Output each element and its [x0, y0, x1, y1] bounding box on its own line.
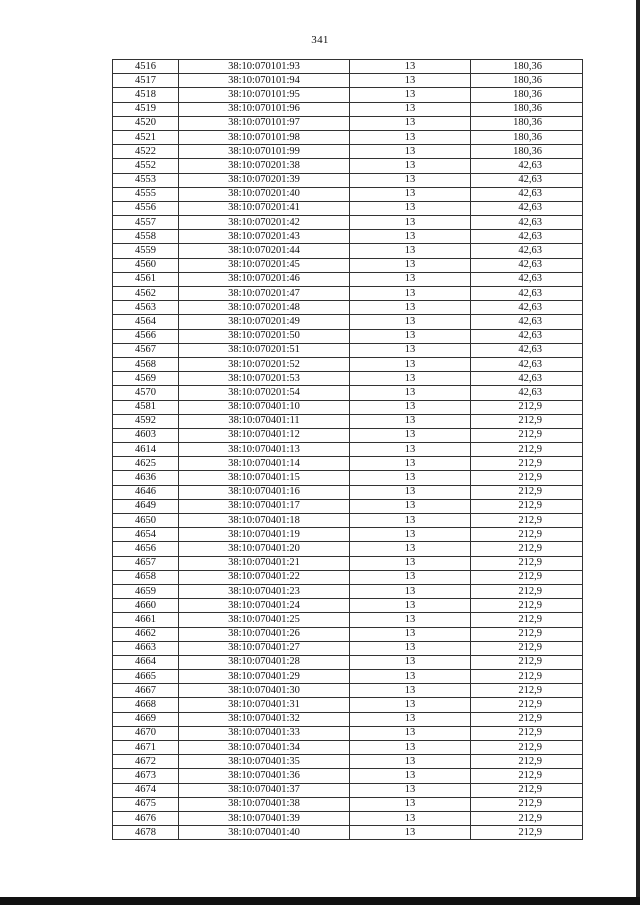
value-cell: 42,63 [471, 386, 583, 400]
table-row [113, 301, 583, 315]
code-cell: 13 [350, 811, 471, 825]
value-cell: 212,9 [471, 556, 583, 570]
code-cell: 13 [350, 613, 471, 627]
value-cell: 212,9 [471, 698, 583, 712]
table-row [113, 244, 583, 258]
value-cell: 212,9 [471, 400, 583, 414]
table-row [113, 414, 583, 428]
cadastral-number-cell: 38:10:070401:15 [179, 471, 350, 485]
value-cell: 212,9 [471, 514, 583, 528]
table-row [113, 102, 583, 116]
row-number-cell: 4665 [113, 670, 179, 684]
row-number-cell: 4658 [113, 570, 179, 584]
row-number-cell: 4614 [113, 443, 179, 457]
cadastral-number-cell: 38:10:070201:39 [179, 173, 350, 187]
cadastral-number-cell: 38:10:070101:96 [179, 102, 350, 116]
row-number-cell: 4519 [113, 102, 179, 116]
code-cell: 13 [350, 684, 471, 698]
value-cell: 42,63 [471, 343, 583, 357]
table-row [113, 726, 583, 740]
value-cell: 42,63 [471, 372, 583, 386]
value-cell: 42,63 [471, 258, 583, 272]
row-number-cell: 4581 [113, 400, 179, 414]
code-cell: 13 [350, 698, 471, 712]
value-cell: 212,9 [471, 769, 583, 783]
value-cell: 212,9 [471, 684, 583, 698]
scan-bottom-edge [0, 897, 640, 905]
row-number-cell: 4552 [113, 159, 179, 173]
value-cell: 42,63 [471, 216, 583, 230]
code-cell: 13 [350, 726, 471, 740]
code-cell: 13 [350, 670, 471, 684]
value-cell: 212,9 [471, 811, 583, 825]
row-number-cell: 4664 [113, 655, 179, 669]
table-row [113, 329, 583, 343]
table-row [113, 684, 583, 698]
code-cell: 13 [350, 216, 471, 230]
row-number-cell: 4558 [113, 230, 179, 244]
cadastral-number-cell: 38:10:070401:21 [179, 556, 350, 570]
cadastral-number-cell: 38:10:070401:25 [179, 613, 350, 627]
value-cell: 212,9 [471, 542, 583, 556]
row-number-cell: 4517 [113, 74, 179, 88]
value-cell: 212,9 [471, 457, 583, 471]
table-row [113, 528, 583, 542]
cadastral-number-cell: 38:10:070401:20 [179, 542, 350, 556]
row-number-cell: 4672 [113, 755, 179, 769]
row-number-cell: 4646 [113, 485, 179, 499]
code-cell: 13 [350, 627, 471, 641]
table-row [113, 599, 583, 613]
code-cell: 13 [350, 797, 471, 811]
code-cell: 13 [350, 230, 471, 244]
row-number-cell: 4657 [113, 556, 179, 570]
row-number-cell: 4668 [113, 698, 179, 712]
row-number-cell: 4656 [113, 542, 179, 556]
value-cell: 42,63 [471, 287, 583, 301]
code-cell: 13 [350, 400, 471, 414]
row-number-cell: 4674 [113, 783, 179, 797]
code-cell: 13 [350, 457, 471, 471]
row-number-cell: 4563 [113, 301, 179, 315]
table-row [113, 542, 583, 556]
cadastral-number-cell: 38:10:070101:95 [179, 88, 350, 102]
cadastral-number-cell: 38:10:070201:45 [179, 258, 350, 272]
cadastral-number-cell: 38:10:070401:40 [179, 826, 350, 840]
cadastral-number-cell: 38:10:070101:98 [179, 130, 350, 144]
row-number-cell: 4667 [113, 684, 179, 698]
code-cell: 13 [350, 74, 471, 88]
code-cell: 13 [350, 102, 471, 116]
row-number-cell: 4670 [113, 726, 179, 740]
value-cell: 42,63 [471, 301, 583, 315]
cadastral-number-cell: 38:10:070201:48 [179, 301, 350, 315]
cadastral-number-cell: 38:10:070401:16 [179, 485, 350, 499]
code-cell: 13 [350, 769, 471, 783]
cadastral-number-cell: 38:10:070401:10 [179, 400, 350, 414]
cadastral-number-cell: 38:10:070201:41 [179, 201, 350, 215]
row-number-cell: 4516 [113, 60, 179, 74]
code-cell: 13 [350, 428, 471, 442]
row-number-cell: 4650 [113, 514, 179, 528]
row-number-cell: 4676 [113, 811, 179, 825]
value-cell: 180,36 [471, 60, 583, 74]
table-row [113, 130, 583, 144]
table-row [113, 145, 583, 159]
row-number-cell: 4518 [113, 88, 179, 102]
registry-table-body [113, 60, 583, 840]
table-row [113, 258, 583, 272]
value-cell: 212,9 [471, 783, 583, 797]
table-row [113, 570, 583, 584]
code-cell: 13 [350, 130, 471, 144]
cadastral-number-cell: 38:10:070401:38 [179, 797, 350, 811]
cadastral-number-cell: 38:10:070101:99 [179, 145, 350, 159]
table-row [113, 173, 583, 187]
code-cell: 13 [350, 60, 471, 74]
table-row [113, 315, 583, 329]
code-cell: 13 [350, 258, 471, 272]
page-number: 341 [311, 34, 329, 46]
code-cell: 13 [350, 655, 471, 669]
value-cell: 180,36 [471, 102, 583, 116]
row-number-cell: 4521 [113, 130, 179, 144]
code-cell: 13 [350, 443, 471, 457]
row-number-cell: 4662 [113, 627, 179, 641]
row-number-cell: 4636 [113, 471, 179, 485]
table-row [113, 372, 583, 386]
row-number-cell: 4663 [113, 641, 179, 655]
code-cell: 13 [350, 88, 471, 102]
row-number-cell: 4555 [113, 187, 179, 201]
cadastral-number-cell: 38:10:070101:93 [179, 60, 350, 74]
cadastral-number-cell: 38:10:070401:36 [179, 769, 350, 783]
code-cell: 13 [350, 201, 471, 215]
value-cell: 212,9 [471, 655, 583, 669]
registry-table [112, 59, 583, 840]
value-cell: 212,9 [471, 741, 583, 755]
code-cell: 13 [350, 471, 471, 485]
value-cell: 212,9 [471, 528, 583, 542]
value-cell: 212,9 [471, 471, 583, 485]
table-row [113, 216, 583, 230]
row-number-cell: 4522 [113, 145, 179, 159]
code-cell: 13 [350, 244, 471, 258]
code-cell: 13 [350, 116, 471, 130]
code-cell: 13 [350, 755, 471, 769]
value-cell: 212,9 [471, 428, 583, 442]
table-row [113, 584, 583, 598]
cadastral-number-cell: 38:10:070201:44 [179, 244, 350, 258]
value-cell: 42,63 [471, 357, 583, 371]
table-row [113, 755, 583, 769]
row-number-cell: 4669 [113, 712, 179, 726]
value-cell: 212,9 [471, 712, 583, 726]
value-cell: 42,63 [471, 201, 583, 215]
value-cell: 212,9 [471, 797, 583, 811]
cadastral-number-cell: 38:10:070401:19 [179, 528, 350, 542]
table-row [113, 485, 583, 499]
code-cell: 13 [350, 287, 471, 301]
code-cell: 13 [350, 826, 471, 840]
value-cell: 180,36 [471, 116, 583, 130]
code-cell: 13 [350, 329, 471, 343]
table-row [113, 627, 583, 641]
table-row [113, 287, 583, 301]
value-cell: 180,36 [471, 130, 583, 144]
row-number-cell: 4592 [113, 414, 179, 428]
code-cell: 13 [350, 145, 471, 159]
cadastral-number-cell: 38:10:070401:37 [179, 783, 350, 797]
table-row [113, 670, 583, 684]
row-number-cell: 4659 [113, 584, 179, 598]
cadastral-number-cell: 38:10:070401:12 [179, 428, 350, 442]
value-cell: 42,63 [471, 315, 583, 329]
value-cell: 212,9 [471, 613, 583, 627]
value-cell: 42,63 [471, 329, 583, 343]
table-row [113, 230, 583, 244]
value-cell: 42,63 [471, 159, 583, 173]
row-number-cell: 4661 [113, 613, 179, 627]
cadastral-number-cell: 38:10:070401:31 [179, 698, 350, 712]
cadastral-number-cell: 38:10:070201:40 [179, 187, 350, 201]
table-row [113, 741, 583, 755]
row-number-cell: 4660 [113, 599, 179, 613]
table-row [113, 74, 583, 88]
value-cell: 212,9 [471, 485, 583, 499]
table-row [113, 783, 583, 797]
code-cell: 13 [350, 741, 471, 755]
value-cell: 180,36 [471, 74, 583, 88]
cadastral-number-cell: 38:10:070201:38 [179, 159, 350, 173]
cadastral-number-cell: 38:10:070401:13 [179, 443, 350, 457]
row-number-cell: 4678 [113, 826, 179, 840]
cadastral-number-cell: 38:10:070201:52 [179, 357, 350, 371]
row-number-cell: 4649 [113, 499, 179, 513]
value-cell: 42,63 [471, 230, 583, 244]
row-number-cell: 4566 [113, 329, 179, 343]
row-number-cell: 4560 [113, 258, 179, 272]
code-cell: 13 [350, 357, 471, 371]
code-cell: 13 [350, 372, 471, 386]
cadastral-number-cell: 38:10:070401:17 [179, 499, 350, 513]
value-cell: 180,36 [471, 145, 583, 159]
cadastral-number-cell: 38:10:070201:49 [179, 315, 350, 329]
code-cell: 13 [350, 485, 471, 499]
table-row [113, 159, 583, 173]
value-cell: 212,9 [471, 570, 583, 584]
code-cell: 13 [350, 641, 471, 655]
cadastral-number-cell: 38:10:070401:29 [179, 670, 350, 684]
cadastral-number-cell: 38:10:070401:22 [179, 570, 350, 584]
row-number-cell: 4603 [113, 428, 179, 442]
table-row [113, 641, 583, 655]
cadastral-number-cell: 38:10:070201:51 [179, 343, 350, 357]
cadastral-number-cell: 38:10:070401:11 [179, 414, 350, 428]
value-cell: 212,9 [471, 670, 583, 684]
code-cell: 13 [350, 783, 471, 797]
code-cell: 13 [350, 386, 471, 400]
code-cell: 13 [350, 570, 471, 584]
code-cell: 13 [350, 556, 471, 570]
code-cell: 13 [350, 173, 471, 187]
cadastral-number-cell: 38:10:070401:14 [179, 457, 350, 471]
table-row [113, 343, 583, 357]
table-row [113, 769, 583, 783]
row-number-cell: 4562 [113, 287, 179, 301]
code-cell: 13 [350, 712, 471, 726]
value-cell: 212,9 [471, 499, 583, 513]
table-row [113, 60, 583, 74]
cadastral-number-cell: 38:10:070201:50 [179, 329, 350, 343]
row-number-cell: 4570 [113, 386, 179, 400]
code-cell: 13 [350, 599, 471, 613]
table-row [113, 443, 583, 457]
value-cell: 212,9 [471, 641, 583, 655]
table-row [113, 514, 583, 528]
cadastral-number-cell: 38:10:070201:53 [179, 372, 350, 386]
table-row [113, 826, 583, 840]
table-row [113, 797, 583, 811]
code-cell: 13 [350, 272, 471, 286]
row-number-cell: 4557 [113, 216, 179, 230]
row-number-cell: 4671 [113, 741, 179, 755]
cadastral-number-cell: 38:10:070201:43 [179, 230, 350, 244]
cadastral-number-cell: 38:10:070401:24 [179, 599, 350, 613]
row-number-cell: 4564 [113, 315, 179, 329]
table-row [113, 116, 583, 130]
code-cell: 13 [350, 301, 471, 315]
table-row [113, 655, 583, 669]
table-row [113, 428, 583, 442]
row-number-cell: 4520 [113, 116, 179, 130]
row-number-cell: 4569 [113, 372, 179, 386]
code-cell: 13 [350, 414, 471, 428]
table-row [113, 187, 583, 201]
table-row [113, 471, 583, 485]
table-row [113, 613, 583, 627]
cadastral-number-cell: 38:10:070401:35 [179, 755, 350, 769]
table-row [113, 357, 583, 371]
cadastral-number-cell: 38:10:070201:47 [179, 287, 350, 301]
code-cell: 13 [350, 542, 471, 556]
value-cell: 212,9 [471, 755, 583, 769]
value-cell: 42,63 [471, 187, 583, 201]
cadastral-number-cell: 38:10:070401:33 [179, 726, 350, 740]
cadastral-number-cell: 38:10:070201:42 [179, 216, 350, 230]
code-cell: 13 [350, 159, 471, 173]
table-row [113, 272, 583, 286]
cadastral-number-cell: 38:10:070401:39 [179, 811, 350, 825]
code-cell: 13 [350, 343, 471, 357]
cadastral-number-cell: 38:10:070401:27 [179, 641, 350, 655]
table-row [113, 386, 583, 400]
value-cell: 42,63 [471, 244, 583, 258]
cadastral-number-cell: 38:10:070401:28 [179, 655, 350, 669]
cadastral-number-cell: 38:10:070101:97 [179, 116, 350, 130]
table-row [113, 698, 583, 712]
cadastral-number-cell: 38:10:070201:54 [179, 386, 350, 400]
value-cell: 180,36 [471, 88, 583, 102]
scan-edge [636, 0, 640, 905]
cadastral-number-cell: 38:10:070101:94 [179, 74, 350, 88]
row-number-cell: 4567 [113, 343, 179, 357]
table-row [113, 556, 583, 570]
value-cell: 212,9 [471, 826, 583, 840]
row-number-cell: 4559 [113, 244, 179, 258]
table-row [113, 400, 583, 414]
value-cell: 212,9 [471, 414, 583, 428]
cadastral-number-cell: 38:10:070401:26 [179, 627, 350, 641]
row-number-cell: 4675 [113, 797, 179, 811]
cadastral-number-cell: 38:10:070401:32 [179, 712, 350, 726]
value-cell: 212,9 [471, 584, 583, 598]
value-cell: 42,63 [471, 173, 583, 187]
row-number-cell: 4654 [113, 528, 179, 542]
row-number-cell: 4556 [113, 201, 179, 215]
table-row [113, 712, 583, 726]
cadastral-number-cell: 38:10:070201:46 [179, 272, 350, 286]
table-row [113, 811, 583, 825]
code-cell: 13 [350, 315, 471, 329]
value-cell: 212,9 [471, 443, 583, 457]
code-cell: 13 [350, 187, 471, 201]
code-cell: 13 [350, 514, 471, 528]
value-cell: 42,63 [471, 272, 583, 286]
row-number-cell: 4673 [113, 769, 179, 783]
value-cell: 212,9 [471, 599, 583, 613]
cadastral-number-cell: 38:10:070401:18 [179, 514, 350, 528]
table-row [113, 457, 583, 471]
cadastral-number-cell: 38:10:070401:34 [179, 741, 350, 755]
table-row [113, 499, 583, 513]
value-cell: 212,9 [471, 726, 583, 740]
cadastral-number-cell: 38:10:070401:23 [179, 584, 350, 598]
code-cell: 13 [350, 584, 471, 598]
cadastral-number-cell: 38:10:070401:30 [179, 684, 350, 698]
code-cell: 13 [350, 528, 471, 542]
row-number-cell: 4561 [113, 272, 179, 286]
row-number-cell: 4553 [113, 173, 179, 187]
row-number-cell: 4568 [113, 357, 179, 371]
value-cell: 212,9 [471, 627, 583, 641]
table-row [113, 88, 583, 102]
row-number-cell: 4625 [113, 457, 179, 471]
code-cell: 13 [350, 499, 471, 513]
table-row [113, 201, 583, 215]
